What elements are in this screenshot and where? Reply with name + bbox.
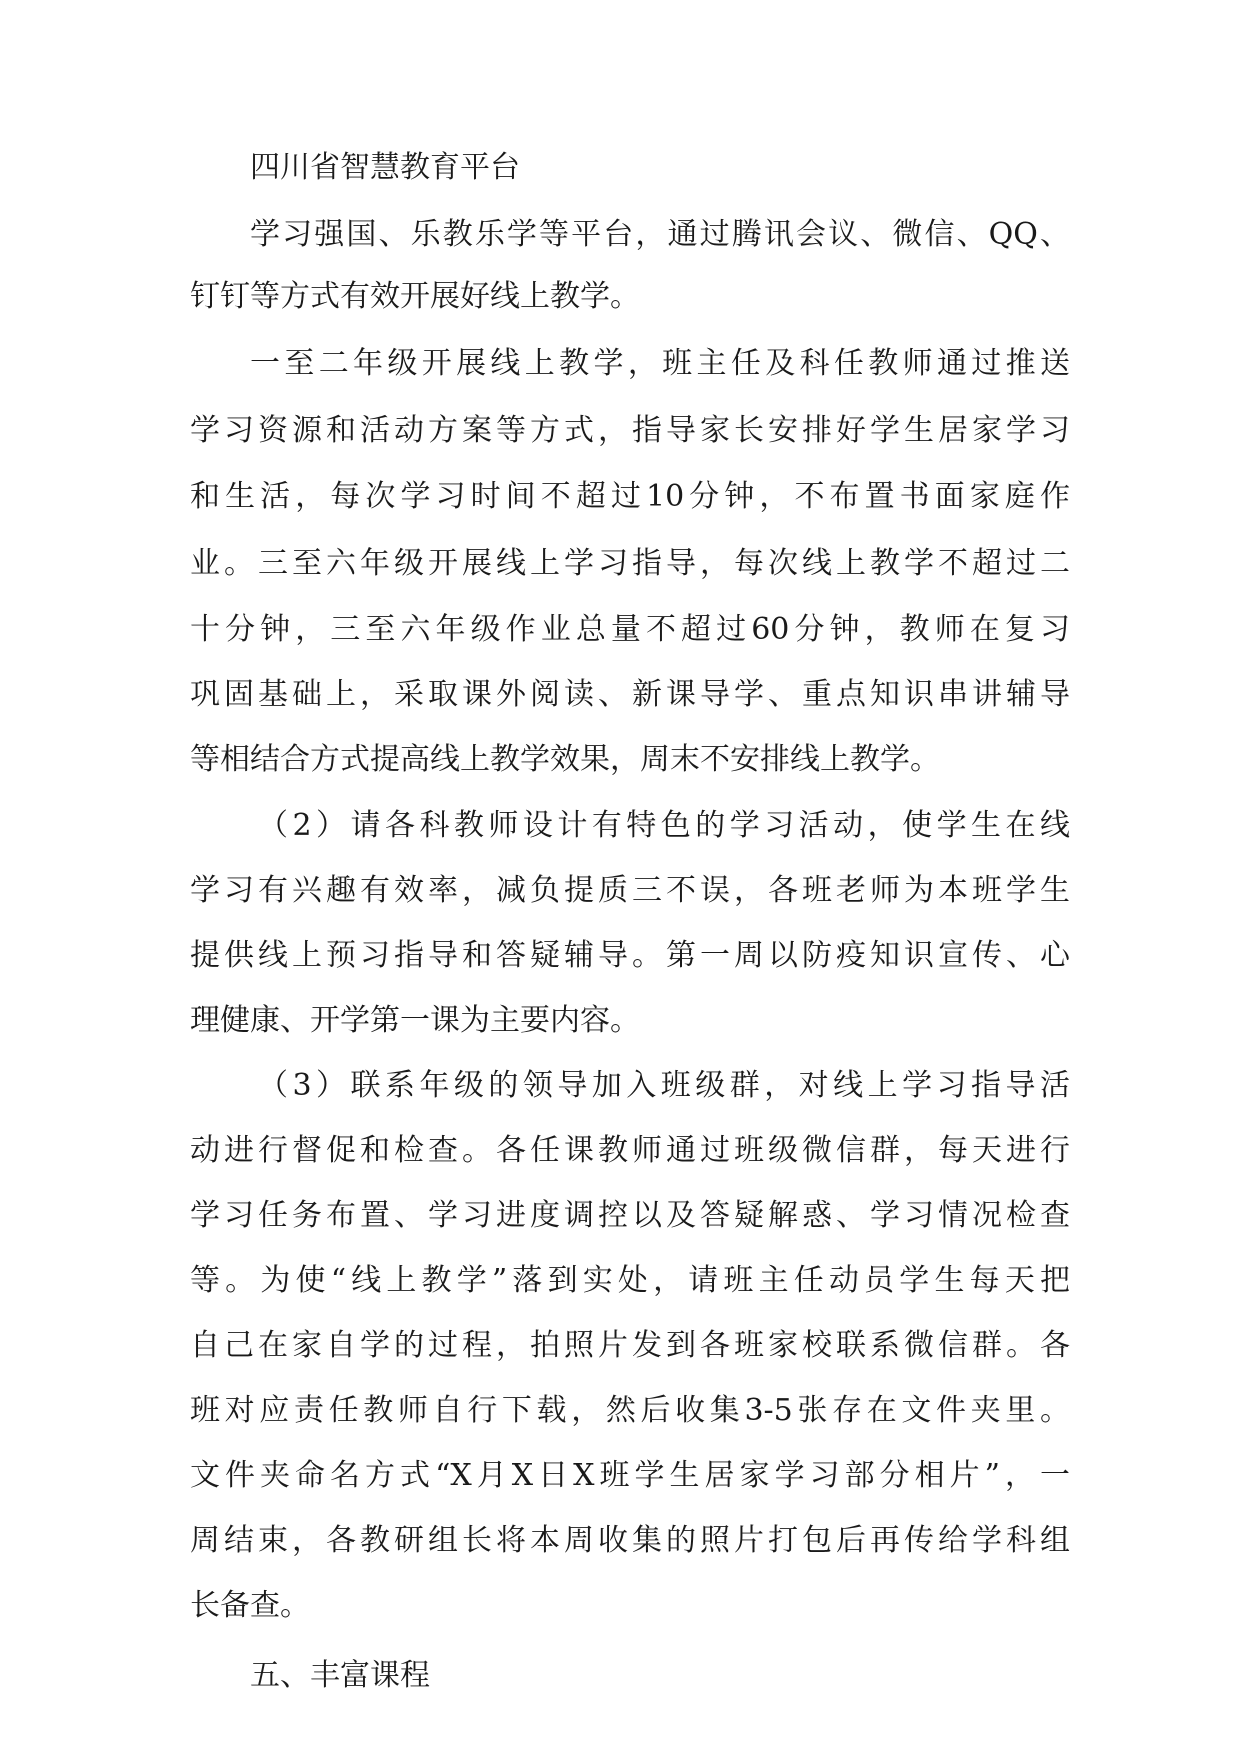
text-line: 四川省智慧教育平台 — [250, 150, 520, 185]
text-line: 巩固基础上，采取课外阅读、新课导学、重点知识串讲辅导 — [190, 677, 1070, 712]
text-line: 班对应责任教师自行下载，然后收集3-5张存在文件夹里。 — [190, 1393, 1070, 1428]
text-line: 学习强国、乐教乐学等平台，通过腾讯会议、微信、QQ、 — [250, 217, 1070, 252]
text-line: 提供线上预习指导和答疑辅导。第一周以防疫知识宣传、心 — [190, 938, 1070, 973]
text-line: 自己在家自学的过程，拍照片发到各班家校联系微信群。各 — [190, 1328, 1070, 1363]
text-line: （3）联系年级的领导加入班级群，对线上学习指导活 — [258, 1068, 1070, 1103]
text-line: 文件夹命名方式“X月X日X班学生居家学习部分相片”，一 — [190, 1458, 1070, 1493]
text-line: 业。三至六年级开展线上学习指导，每次线上教学不超过二 — [190, 546, 1070, 581]
section-heading: 五、丰富课程 — [250, 1658, 430, 1693]
text-line: 长备查。 — [190, 1588, 310, 1623]
text-line: 学习有兴趣有效率，减负提质三不误，各班老师为本班学生 — [190, 873, 1070, 908]
text-line: 动进行督促和检查。各任课教师通过班级微信群，每天进行 — [190, 1133, 1070, 1168]
text-line: 理健康、开学第一课为主要内容。 — [190, 1003, 640, 1038]
text-line: （2）请各科教师设计有特色的学习活动，使学生在线 — [258, 808, 1070, 843]
text-line: 学习任务布置、学习进度调控以及答疑解惑、学习情况检查 — [190, 1198, 1070, 1233]
text-line: 等相结合方式提高线上教学效果，周末不安排线上教学。 — [190, 742, 940, 777]
text-line: 学习资源和活动方案等方式，指导家长安排好学生居家学习 — [190, 413, 1070, 448]
text-line: 一至二年级开展线上教学，班主任及科任教师通过推送 — [250, 346, 1070, 381]
text-line: 十分钟，三至六年级作业总量不超过60分钟，教师在复习 — [190, 612, 1070, 647]
text-line: 等。为使“线上教学”落到实处，请班主任动员学生每天把 — [190, 1263, 1070, 1298]
text-line: 钉钉等方式有效开展好线上教学。 — [190, 279, 640, 314]
text-line: 和生活，每次学习时间不超过10分钟，不布置书面家庭作 — [190, 479, 1070, 514]
text-line: 周结束，各教研组长将本周收集的照片打包后再传给学科组 — [190, 1523, 1070, 1558]
